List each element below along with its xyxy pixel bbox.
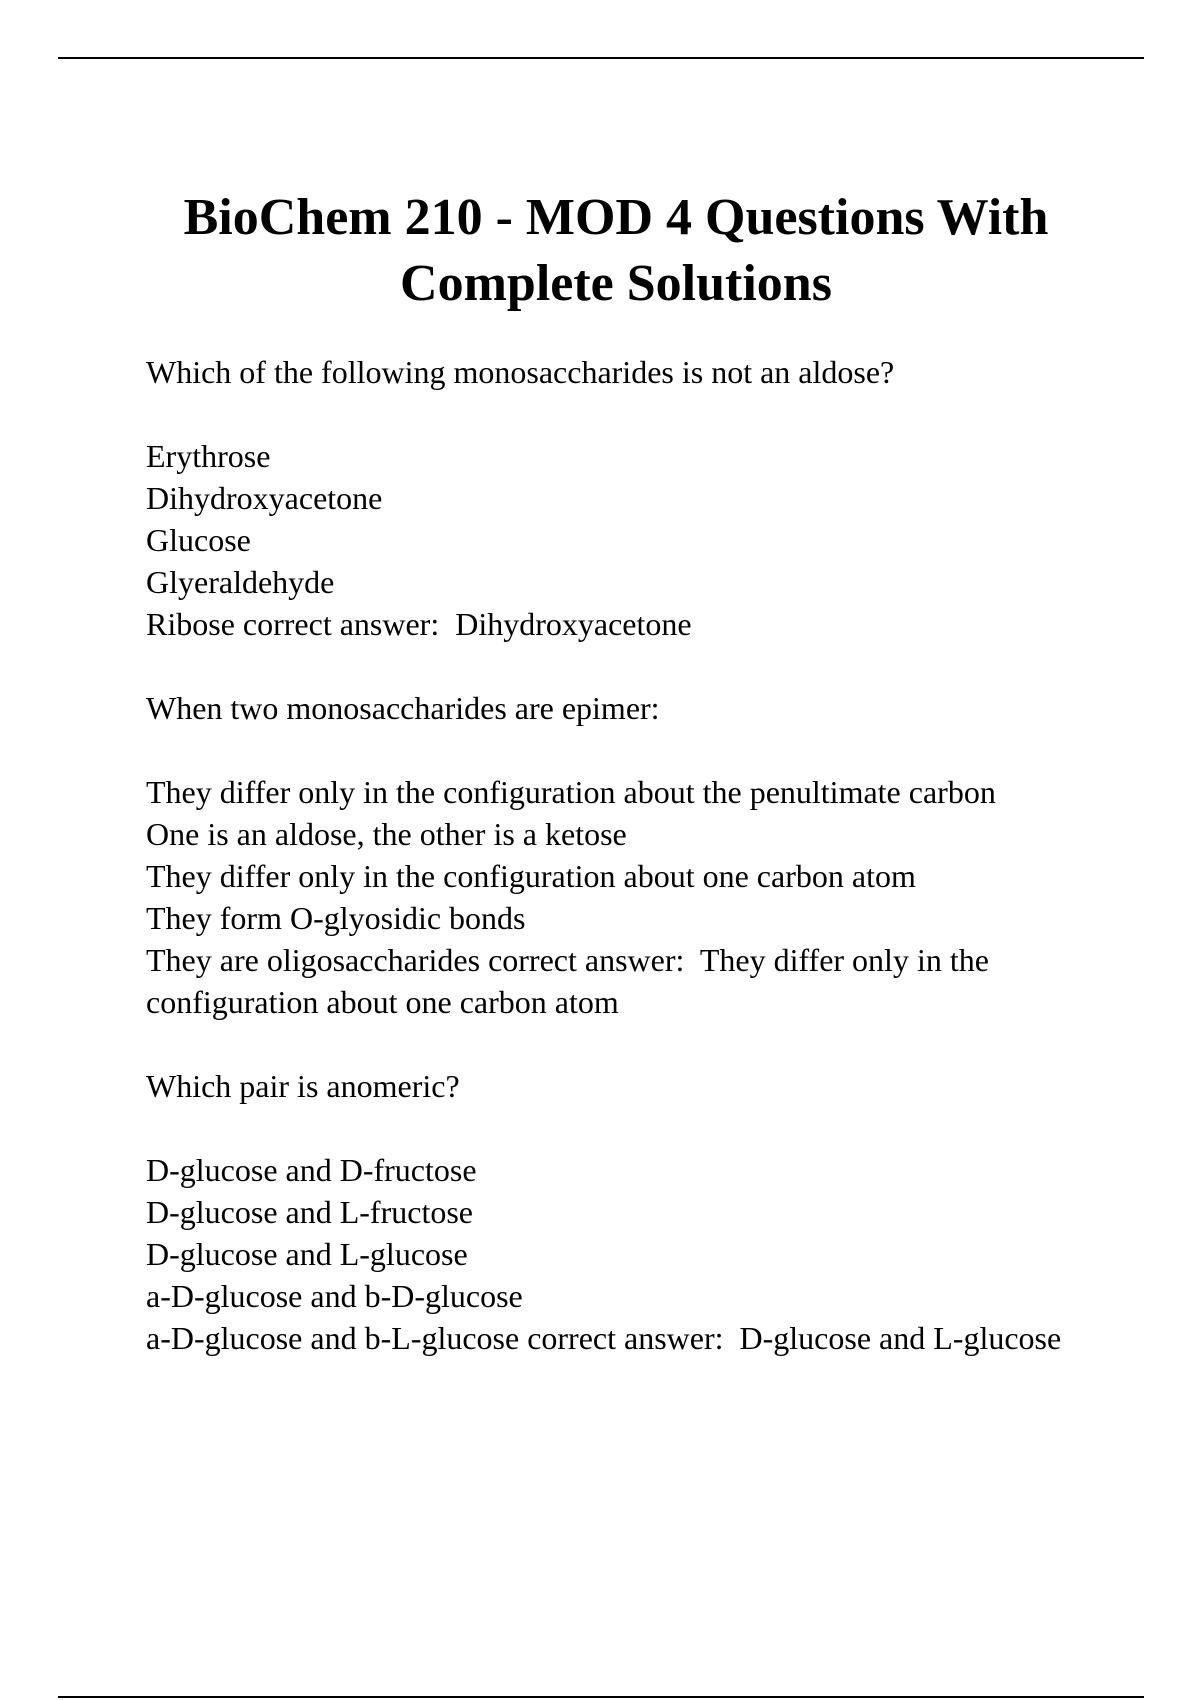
bottom-rule: [58, 1696, 1144, 1698]
option-item-with-answer: [146, 939, 1086, 1023]
option-item: Glucose: [146, 522, 251, 558]
option-item-with-answer: [146, 603, 1086, 645]
option-list: [146, 771, 1086, 1023]
question-list: [146, 351, 1086, 1359]
title-line-2: Complete Solutions: [400, 255, 832, 312]
question-text: Which pair is anomeric?: [146, 1068, 460, 1104]
document-body: [146, 185, 1086, 1359]
option-item: D-glucose and L-glucose: [146, 1236, 468, 1272]
option-item: They differ only in the configuration about the penultimate carbon: [146, 774, 996, 810]
option-list: [146, 435, 1086, 645]
option-text: Ribose: [146, 606, 235, 642]
option-item: a-D-glucose and b-D-glucose: [146, 1278, 523, 1314]
option-text: They are oligosaccharides: [146, 942, 481, 978]
question-text: Which of the following monosaccharides is not an aldose?: [146, 354, 895, 390]
answer-label: correct answer:: [234, 606, 456, 642]
question-block-3: [146, 1065, 1086, 1359]
question-block-1: [146, 351, 1086, 645]
answer-label: correct answer:: [519, 1320, 740, 1356]
document-title: [146, 185, 1086, 317]
top-rule: [58, 57, 1144, 59]
option-item: Glyeraldehyde: [146, 564, 335, 600]
question-block-2: [146, 687, 1086, 1023]
option-item: They differ only in the configuration about one carbon atom: [146, 858, 916, 894]
question-text: When two monosaccharides are epimer:: [146, 690, 660, 726]
option-item: D-glucose and L-fructose: [146, 1194, 473, 1230]
answer-label: correct answer:: [480, 942, 700, 978]
option-item: They form O-glyosidic bonds: [146, 900, 526, 936]
option-item: Erythrose: [146, 438, 271, 474]
title-line-1: BioChem 210 - MOD 4 Questions With: [183, 189, 1049, 246]
option-list: [146, 1149, 1086, 1359]
option-text: a-D-glucose and b-L-glucose: [146, 1320, 520, 1356]
correct-answer: They differ only in the configuration about one carbon atom: [146, 942, 989, 1020]
option-item: One is an aldose, the other is a ketose: [146, 816, 627, 852]
option-item: Dihydroxyacetone: [146, 480, 383, 516]
correct-answer: D-glucose and L-glucose: [739, 1320, 1062, 1356]
correct-answer: Dihydroxyacetone: [455, 606, 692, 642]
option-item: D-glucose and D-fructose: [146, 1152, 477, 1188]
option-item-with-answer: [146, 1317, 1086, 1359]
